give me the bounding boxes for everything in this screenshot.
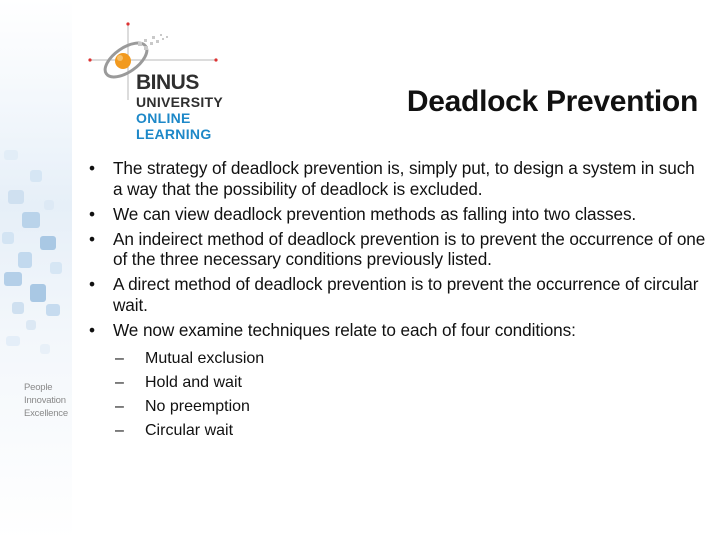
logo-wordmark <box>136 72 223 142</box>
sub-bullet-text: Hold and wait <box>145 374 242 391</box>
sub-bullet-item <box>115 347 706 371</box>
tagline-line: People <box>24 382 53 393</box>
sub-bullet-text: Mutual exclusion <box>145 350 265 367</box>
logo-online-text: ONLINE <box>136 110 191 126</box>
bullet-marker: • <box>89 274 95 294</box>
bullet-marker: • <box>89 203 95 224</box>
logo-learning-text: LEARNING <box>136 126 212 142</box>
bullet-item <box>86 158 706 199</box>
strip-square <box>22 212 40 228</box>
slide-body <box>86 158 706 443</box>
bullet-item <box>86 229 706 270</box>
strip-square <box>50 262 62 274</box>
strip-square <box>26 320 36 330</box>
sub-bullet-item <box>115 395 706 419</box>
sub-bullet-list <box>86 347 706 443</box>
slide-title: Deadlock Prevention <box>406 85 698 118</box>
strip-square <box>4 272 22 286</box>
left-decorative-strip <box>0 0 72 540</box>
bullet-text: An indeirect method of deadlock prevention is to prevent the occurrence of one of the three necessary conditions previously listed. <box>113 228 706 269</box>
sub-bullet-item <box>115 419 706 443</box>
strip-square <box>30 170 42 182</box>
bullet-item <box>86 320 706 341</box>
bullet-text: The strategy of deadlock prevention is, simply put, to design a system in such a way that the possibility of deadlock is excluded. <box>113 158 695 199</box>
strip-square <box>6 336 20 346</box>
tagline-line: Excellence <box>24 408 68 419</box>
binus-logo <box>88 22 238 152</box>
sub-bullet-marker: – <box>115 350 124 367</box>
sub-bullet-text: No preemption <box>145 398 250 415</box>
strip-square <box>8 190 24 204</box>
bullet-marker: • <box>89 228 95 249</box>
strip-square <box>40 344 50 354</box>
bullet-text: We can view deadlock prevention methods as falling into two classes. <box>113 203 637 224</box>
bullet-marker: • <box>89 319 95 340</box>
logo-binus-text: BINUS <box>136 71 199 94</box>
bullet-text: A direct method of deadlock prevention is to prevent the occurrence of circular wait. <box>113 274 699 315</box>
sub-bullet-marker: – <box>115 398 124 415</box>
tagline-line: Innovation <box>24 395 66 406</box>
tagline <box>24 381 84 420</box>
sub-bullet-text: Circular wait <box>145 422 234 439</box>
strip-square <box>44 200 54 210</box>
logo-university-text: UNIVERSITY <box>136 94 224 110</box>
bullet-item <box>86 204 706 225</box>
sub-bullet-item <box>115 371 706 395</box>
bullet-text: We now examine techniques relate to each of four conditions: <box>113 319 576 340</box>
strip-square <box>40 236 56 250</box>
strip-square <box>2 232 14 244</box>
strip-square <box>18 252 32 268</box>
strip-square <box>12 302 24 314</box>
sub-bullet-marker: – <box>115 374 124 391</box>
bullet-marker: • <box>89 158 95 178</box>
strip-square <box>46 304 60 316</box>
strip-square <box>4 150 18 160</box>
sub-bullet-marker: – <box>115 422 124 439</box>
bullet-item <box>86 274 706 315</box>
strip-square <box>30 284 46 302</box>
